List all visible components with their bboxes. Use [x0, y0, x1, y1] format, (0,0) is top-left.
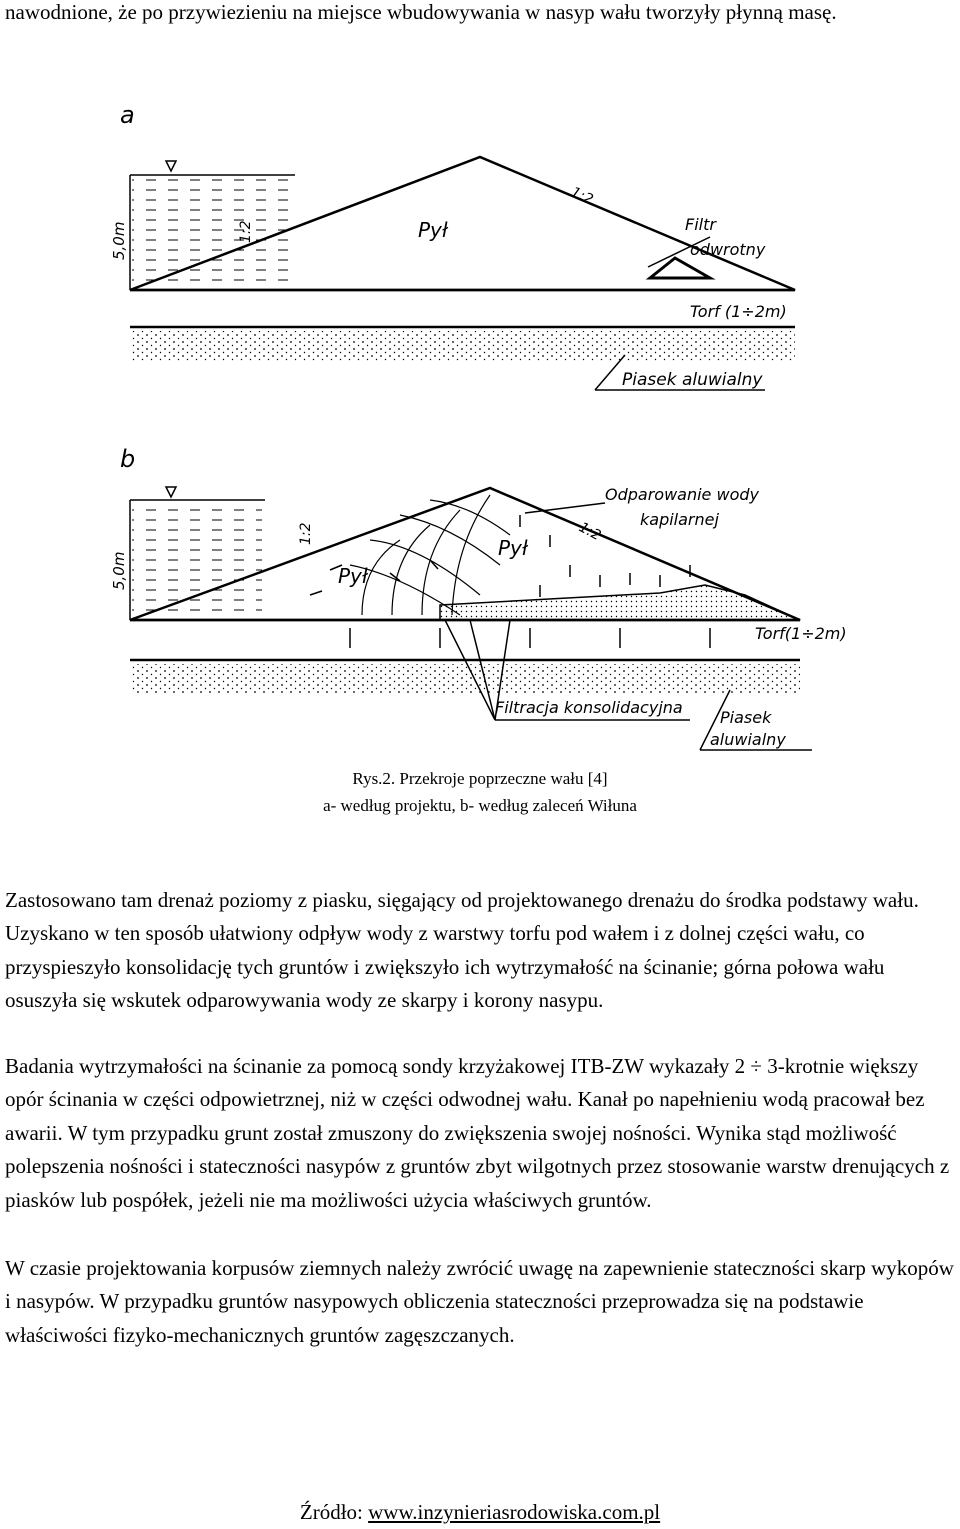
peat-arrows: [350, 628, 710, 648]
silt-label-left: Pył: [338, 564, 368, 588]
peat-label: Torf (1÷2m): [690, 302, 787, 321]
sand-label-2: aluwialny: [710, 730, 786, 749]
evaporation-label-1: Odparowanie wody: [605, 485, 759, 504]
intro-paragraph: nawodnione, że po przywiezieniu na miejsce wbudowywania w nasyp wału tworzyły płynną masę.: [5, 0, 837, 24]
water-level-marker-icon: [166, 487, 176, 497]
source-link[interactable]: www.inzynieriasrodowiska.com.pl: [368, 1500, 661, 1524]
sand-label-1: Piasek: [720, 708, 772, 727]
section-b-letter: b: [120, 445, 136, 473]
height-label: 5,0m: [110, 551, 128, 590]
body-paragraph-3: W czasie projektowania korpusów ziemnych należy zwrócić uwagę na zapewnienie stateczności skarp wykopów i nasypów. W przypadku gruntów nasypowych obliczenia stateczności przeprowadza się na podstawie właściwości fizyko-mechanicznych gruntów zagęszczanych.: [5, 1256, 954, 1347]
sand-label: Piasek aluwialny: [622, 370, 763, 390]
reverse-filter-label-2: odwrotny: [690, 240, 766, 259]
figure-caption-subtitle: a- według projektu, b- według zaleceń Wiłuna: [323, 796, 637, 815]
section-b: [110, 445, 847, 750]
water-area: [132, 175, 292, 290]
slope-left-label: 1:2: [298, 522, 314, 545]
source-footer: [0, 1499, 960, 1525]
peat-label: Torf(1÷2m): [755, 624, 847, 643]
consolidation-label: Filtracja konsolidacyjna: [495, 698, 683, 717]
figure-caption-title: Rys.2. Przekroje poprzeczne wału [4]: [352, 769, 608, 788]
water-area: [132, 500, 262, 620]
evaporation-label-2: kapilarnej: [640, 510, 719, 529]
flow-net: [350, 495, 510, 615]
sand-area: [130, 331, 795, 361]
sand-area: [130, 664, 800, 694]
embankment-cross-sections-figure: [100, 95, 847, 775]
height-label: 5,0m: [110, 221, 128, 260]
body-paragraph-2: Badania wytrzymałości na ścinanie za pomocą sondy krzyżakowej ITB-ZW wykazały 2 ÷ 3-krotnie większy opór ścinania w części odpowietrznej, niż w części odwodnej wału. Kanał po napełnieniu wodą pracował bez awarii. W tym przypadku grunt został zmuszony do zwiększenia swojej nośności. Wynika stąd możliwość polepszenia nośności i stateczności nasypów z gruntów zbyt wilgotnych przez stosowanie warstw drenujących z piasków lub pospółek, jeżeli nie ma możliwości użycia właściwych gruntów.: [5, 1054, 950, 1212]
water-level-marker-icon: [166, 161, 176, 171]
section-a: [110, 101, 795, 390]
source-label: Źródło:: [299, 1500, 369, 1524]
body-paragraph-1: Zastosowano tam drenaż poziomy z piasku, sięgający od projektowanego drenażu do środka podstawy wału. Uzyskano w ten sposób ułatwiony odpływ wody z warstwy torfu pod wałem i z dolnej części wału, co przyspieszyło konsolidację tych gruntów i zwiększyło ich wytrzymałość na ścinanie; górna połowa wału osuszyła się wskutek odparowywania wody ze skarpy i korony nasypu.: [5, 888, 919, 1013]
drainage-sand-layer: [440, 585, 800, 620]
slope-right-label: 1:2: [576, 519, 604, 545]
slope-right-label: 1:2: [568, 184, 596, 209]
reverse-filter-label-1: Filtr: [685, 215, 716, 234]
section-a-letter: a: [120, 101, 135, 129]
silt-label-right: Pył: [498, 536, 528, 560]
silt-label: Pył: [418, 218, 448, 242]
slope-left-label: 1:2: [238, 220, 254, 243]
